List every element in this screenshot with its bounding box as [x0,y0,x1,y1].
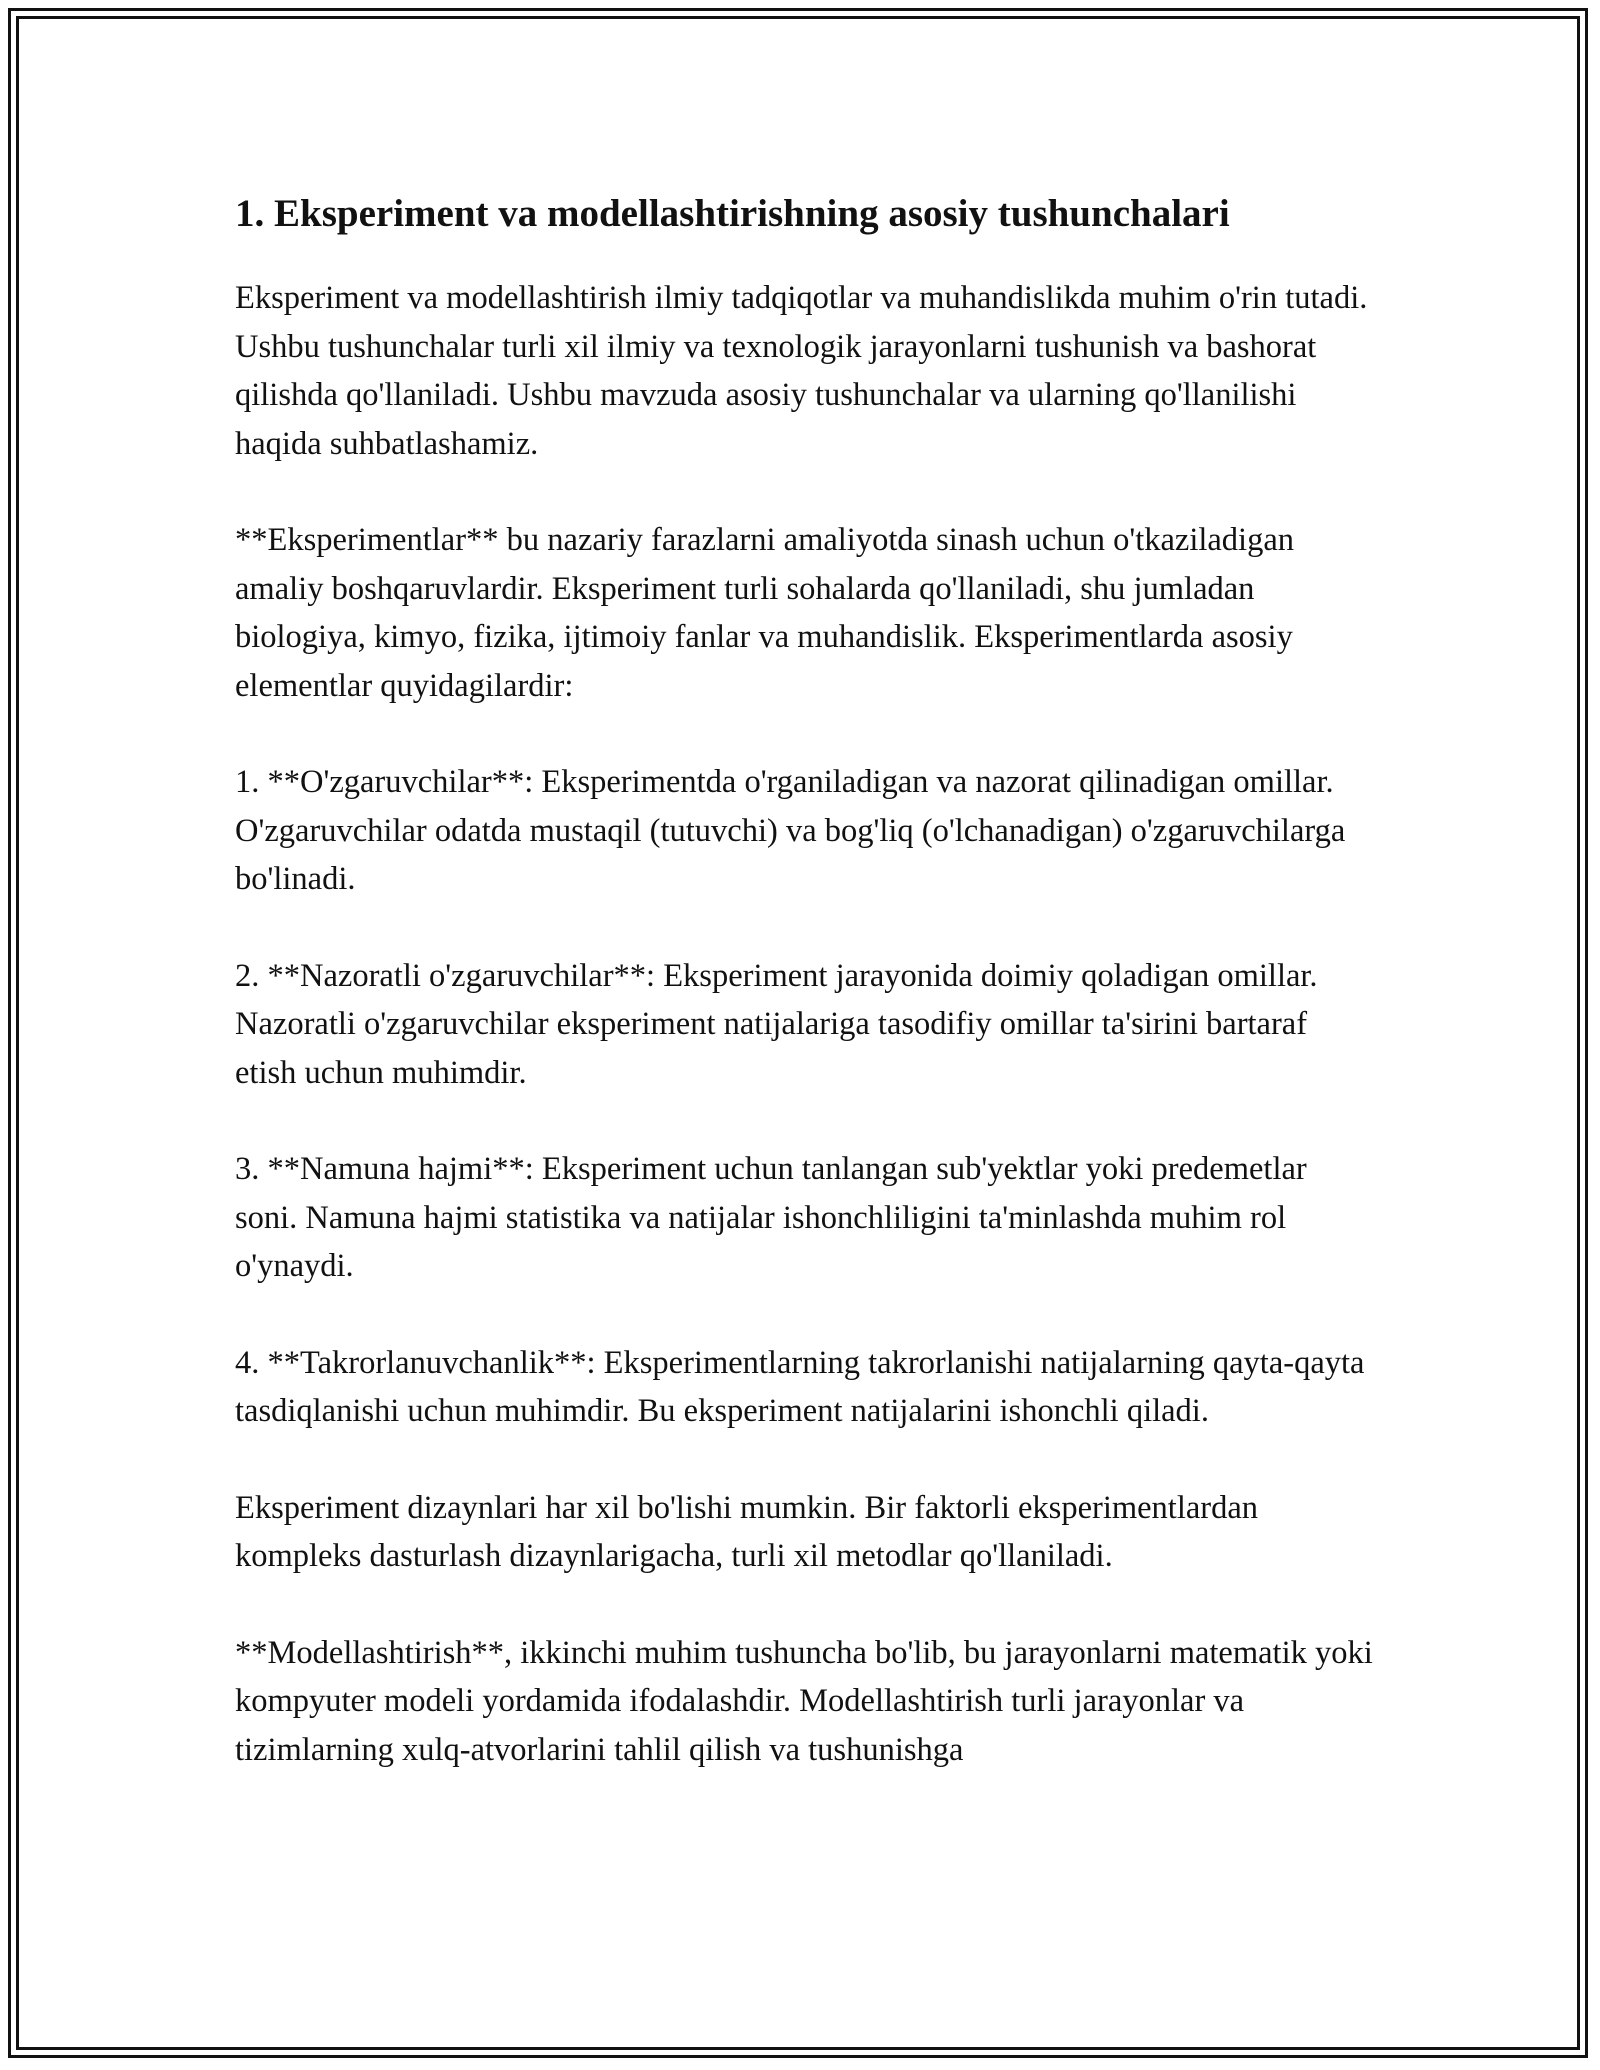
list-item-reproducibility: 4. **Takrorlanuvchanlik**: Eksperimentlarning takrorlanishi natijalarning qayta-qayta tasdiqlanishi uchun muhimdir. Bu eksperiment natijalarini ishonchli qiladi. [235,1344,1365,1429]
paragraph-experiments: **Eksperimentlar** bu nazariy farazlarni amaliyotda sinash uchun o'tkaziladigan amaliy boshqaruvlardir. Eksperiment turli sohalarda qo'llaniladi, shu jumladan biologiya, kimyo, fizika, ijtimoiy fanlar va muhandislik. Eksperimentlarda asosiy elementlar quyidagilardir: [235,522,1295,704]
section-heading: 1. Eksperiment va modellashtirishning asosiy tushunchalari [235,192,1230,235]
paragraph-intro: Eksperiment va modellashtirish ilmiy tadqiqotlar va muhandislikda muhim o'rin tutadi. Ushbu tushunchalar turli xil ilmiy va texnologik jarayonlarni tushunish va bashorat qilishda qo'llaniladi. Ushbu mavzuda asosiy tushunchalar va ularning qo'llanilishi haqida suhbatlashamiz. [235,280,1368,462]
paragraph-designs: Eksperiment dizaynlari har xil bo'lishi mumkin. Bir faktorli eksperimentlardan kompleks dasturlash dizaynlarigacha, turli xil metodlar qo'llaniladi. [235,1489,1259,1574]
paragraph-modelling: **Modellashtirish**, ikkinchi muhim tushuncha bo'lib, bu jarayonlarni matematik yoki kompyuter modeli yordamida ifodalashdir. Modellashtirish turli jarayonlar va tizimlarning xulq-atvorlarini tahlil qilish va tushunishga [235,1634,1373,1768]
list-item-controlled-variables: 2. **Nazoratli o'zgaruvchilar**: Eksperiment jarayonida doimiy qoladigan omillar. Nazoratli o'zgaruvchilar eksperiment natijalariga tasodifiy omillar ta'sirini bartaraf etish uchun muhimdir. [235,957,1318,1091]
document-body [235,188,1375,1822]
list-item-variables: 1. **O'zgaruvchilar**: Eksperimentda o'rganiladigan va nazorat qilinadigan omillar. O'zgaruvchilar odatda mustaqil (tutuvchi) va bog'liq (o'lchanadigan) o'zgaruvchilarga bo'linadi. [235,764,1346,897]
list-item-sample-size: 3. **Namuna hajmi**: Eksperiment uchun tanlangan sub'yektlar yoki predemetlar soni. Namuna hajmi statistika va natijalar ishonchliligini ta'minlashda muhim rol o'ynaydi. [235,1151,1307,1284]
